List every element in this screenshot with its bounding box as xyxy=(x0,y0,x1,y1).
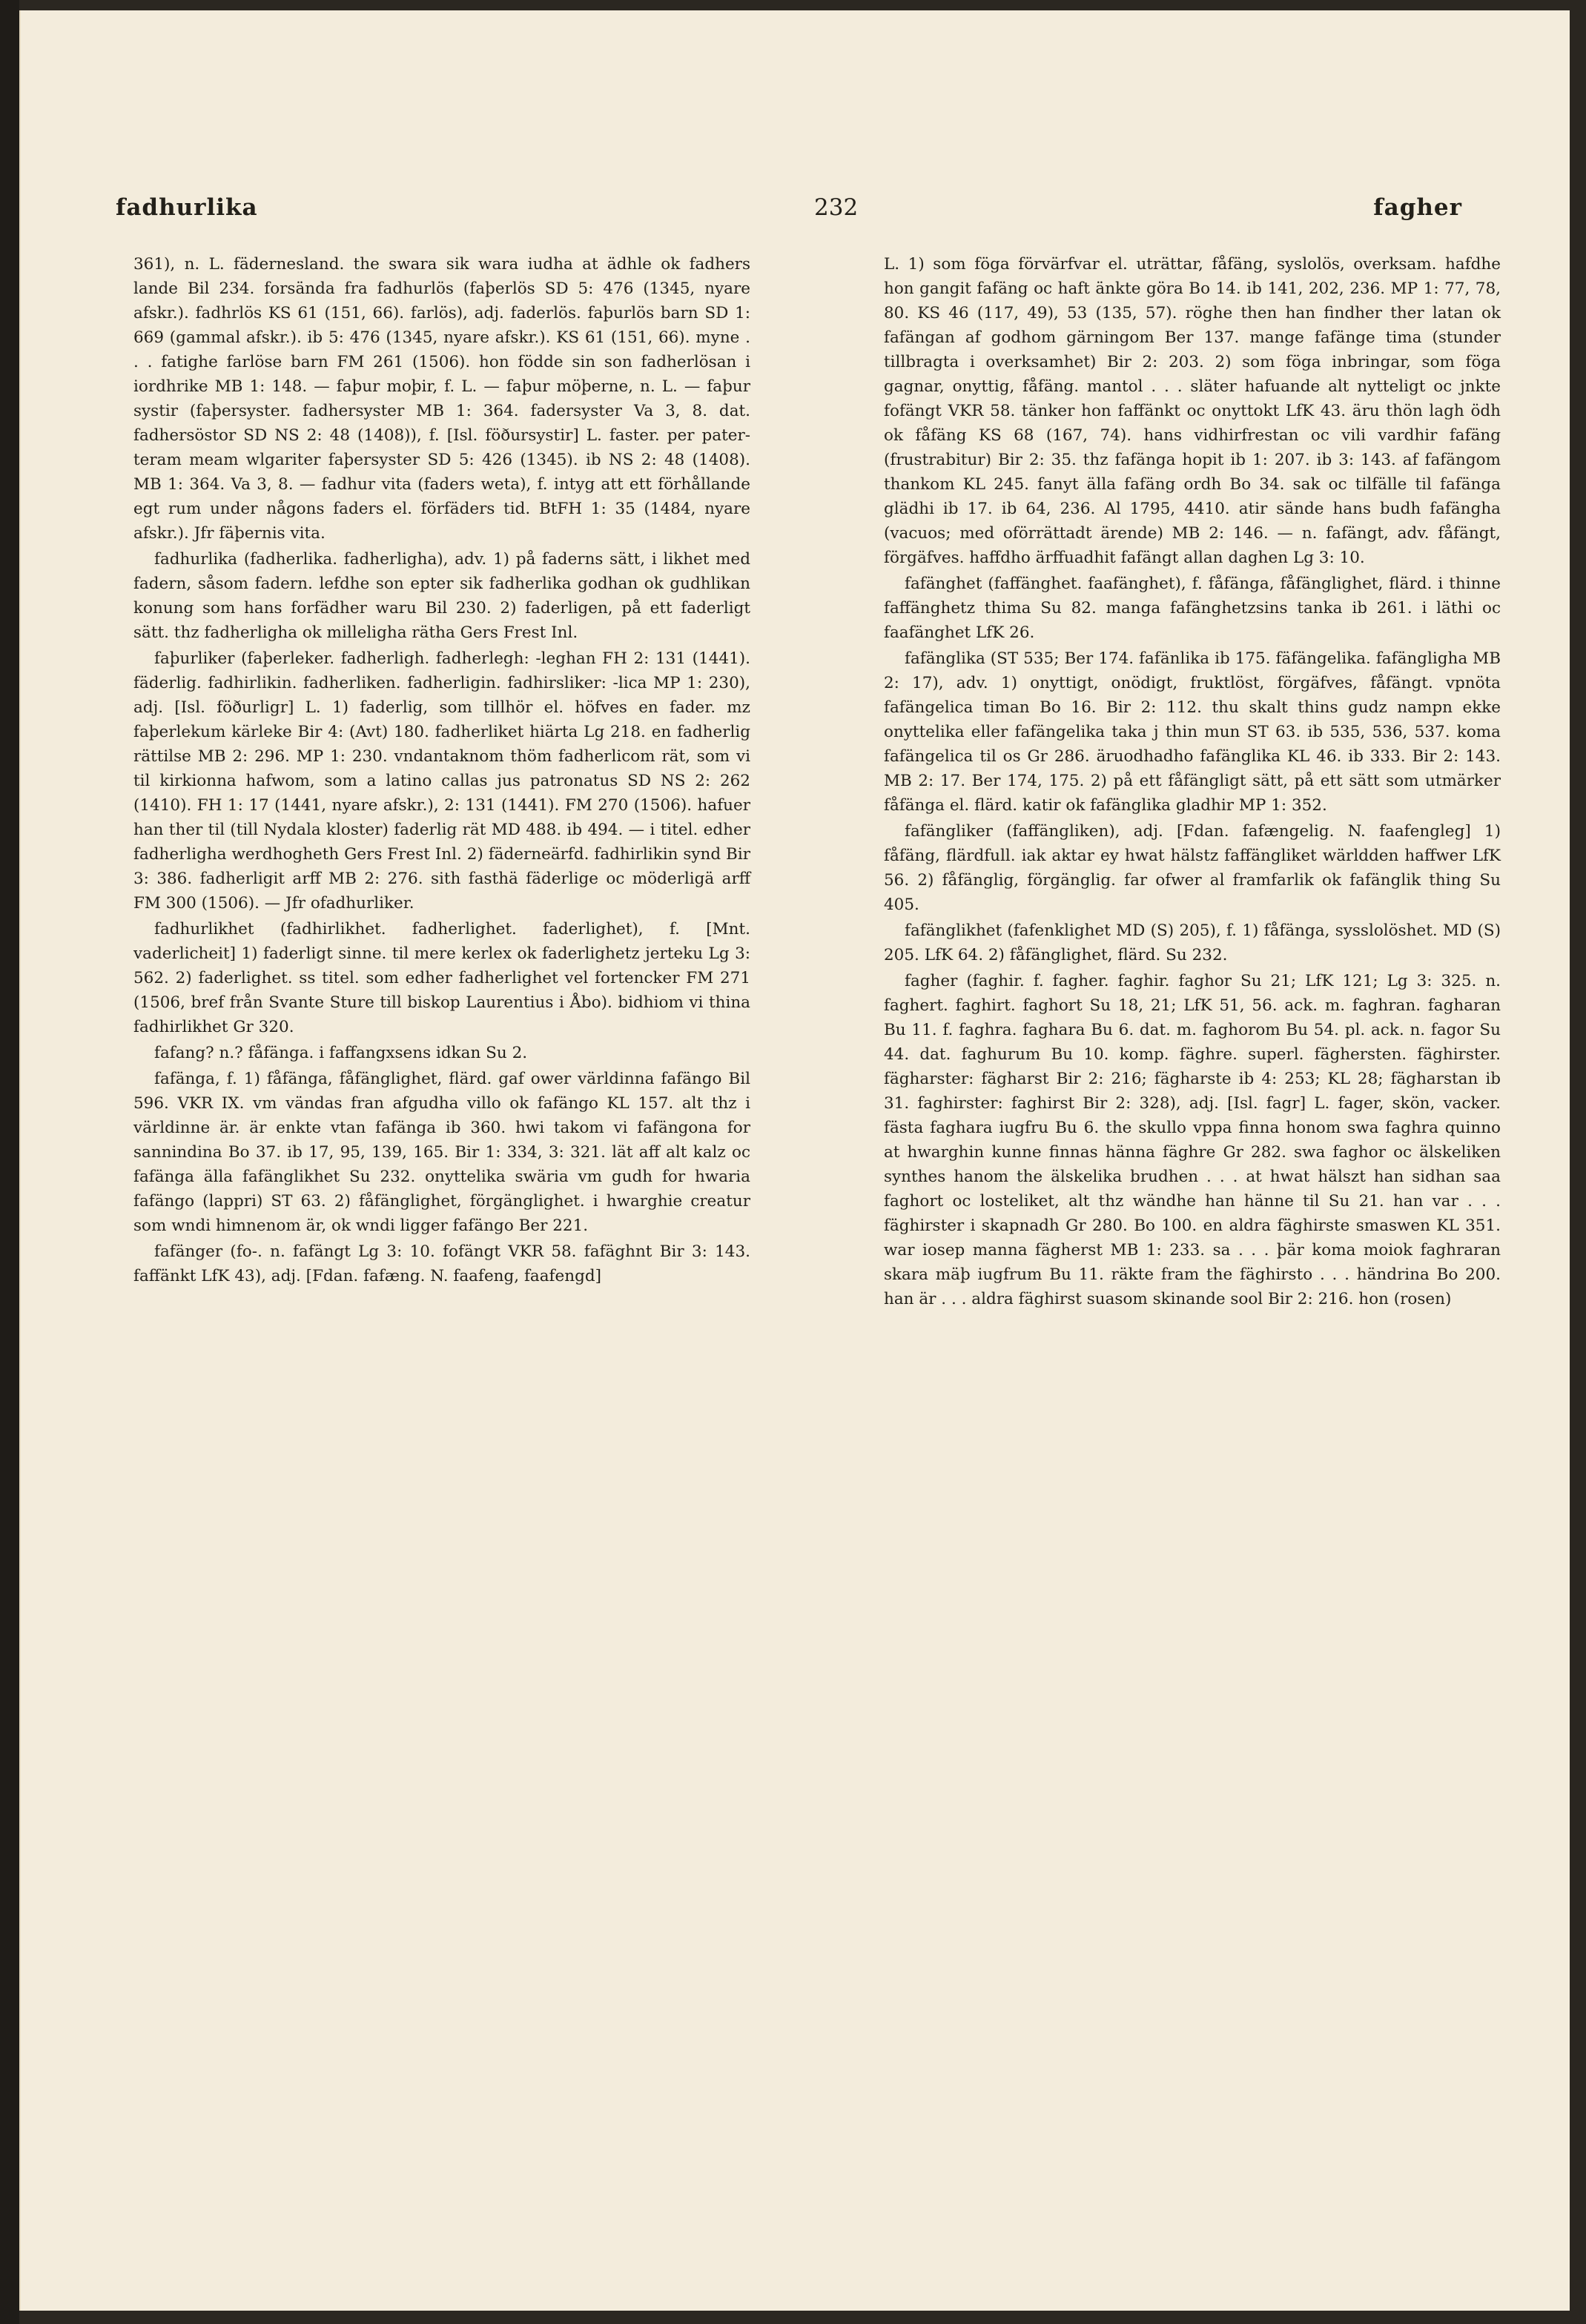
entry-paragraph: L. 1) som föga förvärfvar el. uträttar, fåfäng, syslolös, overksam. hafdhe hon gangit fafäng oc haft änkte göra Bo 14. ib 141, 202, 236. MP 1: 77, 78, 80. KS 46 (117, 49), 53 (135, 57). röghe then han findher ther latan ok fafängan af godhom gärningom Ber 137. mange fafänge tima (stunder tillbragta i overksamhet) Bir 2: 203. 2) som föga inbringar, som föga gagnar, onyttig, fåfäng. mantol . . . släter hafuande alt nytteligt oc jnkte fofängt VKR 58. tänker hon faffänkt oc onyttokt LfK 43. äru thön lagh ödh ok fåfäng KS 68 (167, 74). hans vidhirfrestan oc vili vardhir fafäng (frustrabitur) Bir 2: 35. thz fafänga hopit ib 1: 207. ib 3: 143. af fafängom thankom KL 245. fanyt älla fafäng ordh Bo 34. sak oc tilfälle til fafänga glädhi ib 17. ib 64, 236. Al 1795, 4410. atir sände hans budh fafängha (vacuos; med oförrättadt ärende) MB 2: 146. — n. fafängt, adv. fåfängt, förgäfves. haffdho ärffuadhit fafängt allan daghen Lg 3: 10. xyxy=(884,255,1501,567)
entry-paragraph: fafang? n.? fåfänga. i faffangxsens idkan Su 2. xyxy=(154,1044,528,1062)
entry-paragraph: fafänglikhet (fafenklighet MD (S) 205), f. 1) fåfänga, sysslolöshet. MD (S) 205. LfK 64. 2) fåfänglighet, flärd. Su 232. xyxy=(884,921,1501,964)
left-column xyxy=(133,252,750,1290)
right-running-headword: fagher xyxy=(1373,194,1462,221)
page-header xyxy=(116,194,1462,239)
entry-paragraph: faþurliker (faþerleker. fadherligh. fadherlegh: -leghan FH 2: 131 (1441). fäderlig. fadhirlikin. fadherliken. fadherligin. fadhirsliker: -lica MP 1: 230), adj. [Isl. föðurligr] L. 1) faderlig, som tillhör el. höfves en fader. mz faþerlekum kärleke Bir 4: (Avt) 180. fadherliket hiärta Lg 218. en fadherlig rättilse MB 2: 296. MP 1: 230. vndantaknom thöm fadherlicom rät, som vi til kirkionna hafwom, som a latino callas jus patronatus SD NS 2: 262 (1410). FH 1: 17 (1441, nyare afskr.), 2: 131 (1441). FM 270 (1506). hafuer han ther til (till Nydala kloster) faderlig rät MD 488. ib 494. — i titel. edher fadherligha werdhogheth Gers Frest Inl. 2) fäderneärfd. fadhirlikin synd Bir 3: 386. fadherligit arff MB 2: 276. sith fasthä fäderlige oc möderligä arff FM 300 (1506). — Jfr ofadhurliker. xyxy=(133,649,750,913)
entry-paragraph: fafänglika (ST 535; Ber 174. fafänlika ib 175. fäfängelika. fafänglighа MB 2: 17), adv. 1) onyttigt, onödigt, fruktlöst, förgäfves, fåfängt. vpnöta fafängelica timan Bo 16. Bir 2: 112. thu skalt thins gudz nampn ekke onyttelika eller fafängelika taka j thin mun ST 63. ib 535, 536, 537. koma fafängelica til os Gr 286. äruodhadho fafänglika KL 46. ib 333. Bir 2: 143. MB 2: 17. Ber 174, 175. 2) på ett fåfängligt sätt, på ett sätt som utmärker fåfänga el. flärd. katir ok fafänglika gladhir MP 1: 352. xyxy=(884,649,1501,815)
scan-border-left xyxy=(0,0,19,2324)
page-number: 232 xyxy=(814,194,859,221)
entry-paragraph: fafängliker (faffängliken), adj. [Fdan. fafængelig. N. faafengleg] 1) fåfäng, flärdfull. iak aktar ey hwat hälstz faffängliket wärldden haffwer LfK 56. 2) fåfänglig, förgänglig. far ofwer al framfarlik ok fafänglik thing Su 405. xyxy=(884,822,1501,914)
scan-border-right xyxy=(1570,0,1586,2324)
entry-paragraph: fafänga, f. 1) fåfänga, fåfänglighet, flärd. gaf ower världinna fafängo Bil 596. VKR IX. vm vändas fran afgudha villo ok fafängo KL 157. alt thz i världinne är. är enkte vtan fafänga ib 360. hwi takom vi fafängona for sannindina Bo 37. ib 17, 95, 139, 165. Bir 1: 334, 3: 321. lät aff alt kalz oc fafänga älla fafänglikhet Su 232. onyttelika swäria vm gudh for hwaria fafängo (lappri) ST 63. 2) fåfänglighet, förgänglighet. i hwarghie creatur som wndi himnenom är, ok wndi ligger fafängo Ber 221. xyxy=(133,1070,750,1235)
scan-border-bottom xyxy=(0,2311,1586,2324)
entry-paragraph: fafänger (fo-. n. fafängt Lg 3: 10. fofängt VKR 58. fafäghnt Bir 3: 143. faffänkt LfK 43), adj. [Fdan. fafæng. N. faafeng, faafengd] xyxy=(133,1242,750,1285)
left-running-headword: fadhurlika xyxy=(116,194,258,221)
entry-paragraph: fafänghet (faffänghet. faafänghet), f. fåfänga, fåfänglighet, flärd. i thinne faffänghetz thima Su 82. manga fafänghetzsins tanka ib 261. i läthi oc faafänghet LfK 26. xyxy=(884,575,1501,642)
entry-paragraph: fadhurlikhet (fadhirlikhet. fadherlighet. faderlighet), f. [Mnt. vaderlicheit] 1) faderligt sinne. til mere kerlex ok faderlighetz jerteku Lg 3: 562. 2) faderlighet. ss titel. som edher fadherlighet vel fortencker FM 271 (1506, bref från Svante Sture till biskop Laurentius i Åbo). bidhiom vi thina fadhirlikhet Gr 320. xyxy=(133,920,750,1036)
entry-paragraph: fadhurlika (fadherlika. fadherligha), adv. 1) på faderns sätt, i likhet med fadern, såsom fadern. lefdhe son epter sik fadherlika godhan ok gudhlikan konung som hans forfädher waru Bil 230. 2) faderligen, på ett faderligt sätt. thz fadherligha ok milleligha rätha Gers Frest Inl. xyxy=(133,550,750,642)
scan-border-top xyxy=(0,0,1586,10)
entry-paragraph: fagher (faghir. f. fagher. faghir. faghor Su 21; LfK 121; Lg 3: 325. n. faghert. faghirt. faghort Su 18, 21; LfK 51, 56. ack. m. faghran. fagharan Bu 11. f. faghra. faghara Bu 6. dat. m. faghorom Bu 54. pl. ack. n. fagor Su 44. dat. faghurum Bu 10. komp. fäghre. superl. fäghersten. fäghirster. fägharster: fägharst Bir 2: 216; fägharste ib 4: 253; KL 28; fägharstan ib 31. faghirster: faghirst Bir 2: 328), adj. [Isl. fagr] L. fager, skön, vacker. fästa faghara iugfru Bu 6. the skullo vppa finna honom swa faghra quinno at hwarghin kunne finnas hänna fäghre Gr 282. swa faghor oc älskeliken synthes hanom the älskelika brudhen . . . at hwat hälszt han sidhan saa faghort oc losteliket, alt thz wändhe han hänne til Su 21. han var . . . fäghirster i skapnadh Gr 280. Bo 100. en aldra fäghirste smaswen KL 351. war iosep manna fägherst MB 1: 233. sa . . . þär koma moiok faghraran skara mäþ iugfrum Bu 11. räkte fram the fäghirsto . . . händrina Bo 200. han är . . . aldra fäghirst suasom skinande sool Bir 2: 216. hon (rosen) xyxy=(884,972,1501,1308)
right-column xyxy=(884,252,1501,1313)
entry-paragraph: 361), n. L. fädernesland. the swara sik wara iudha at ädhle ok fadhers lande Bil 234. forsända fra fadhurlös (faþerlös SD 5: 476 (1345, nyare afskr.). fadhrlös KS 61 (151, 66). farlös), adj. faderlös. faþurlös barn SD 1: 669 (gammal afskr.). ib 5: 476 (1345, nyare afskr.). KS 61 (151, 66). myne . . . fatighe farlöse barn FM 261 (1506). hon födde sin son fadherlösan i iordhrike MB 1: 148. — faþur moþir, f. L. — faþur möþerne, n. L. — faþur systir (faþersyster. fadhersyster MB 1: 364. fadersyster Va 3, 8. dat. fadhersöstor SD NS 2: 48 (1408)), f. [Isl. föðursystir] L. faster. per paterteram meam wlgariter faþersyster SD 5: 426 (1345). ib NS 2: 48 (1408). MB 1: 364. Va 3, 8. — fadhur vita (faders weta), f. intyg att ett förhållande egt rum under någons faders el. förfäders tid. BtFH 1: 35 (1484, nyare afskr.). Jfr fäþernis vita. xyxy=(133,255,750,543)
